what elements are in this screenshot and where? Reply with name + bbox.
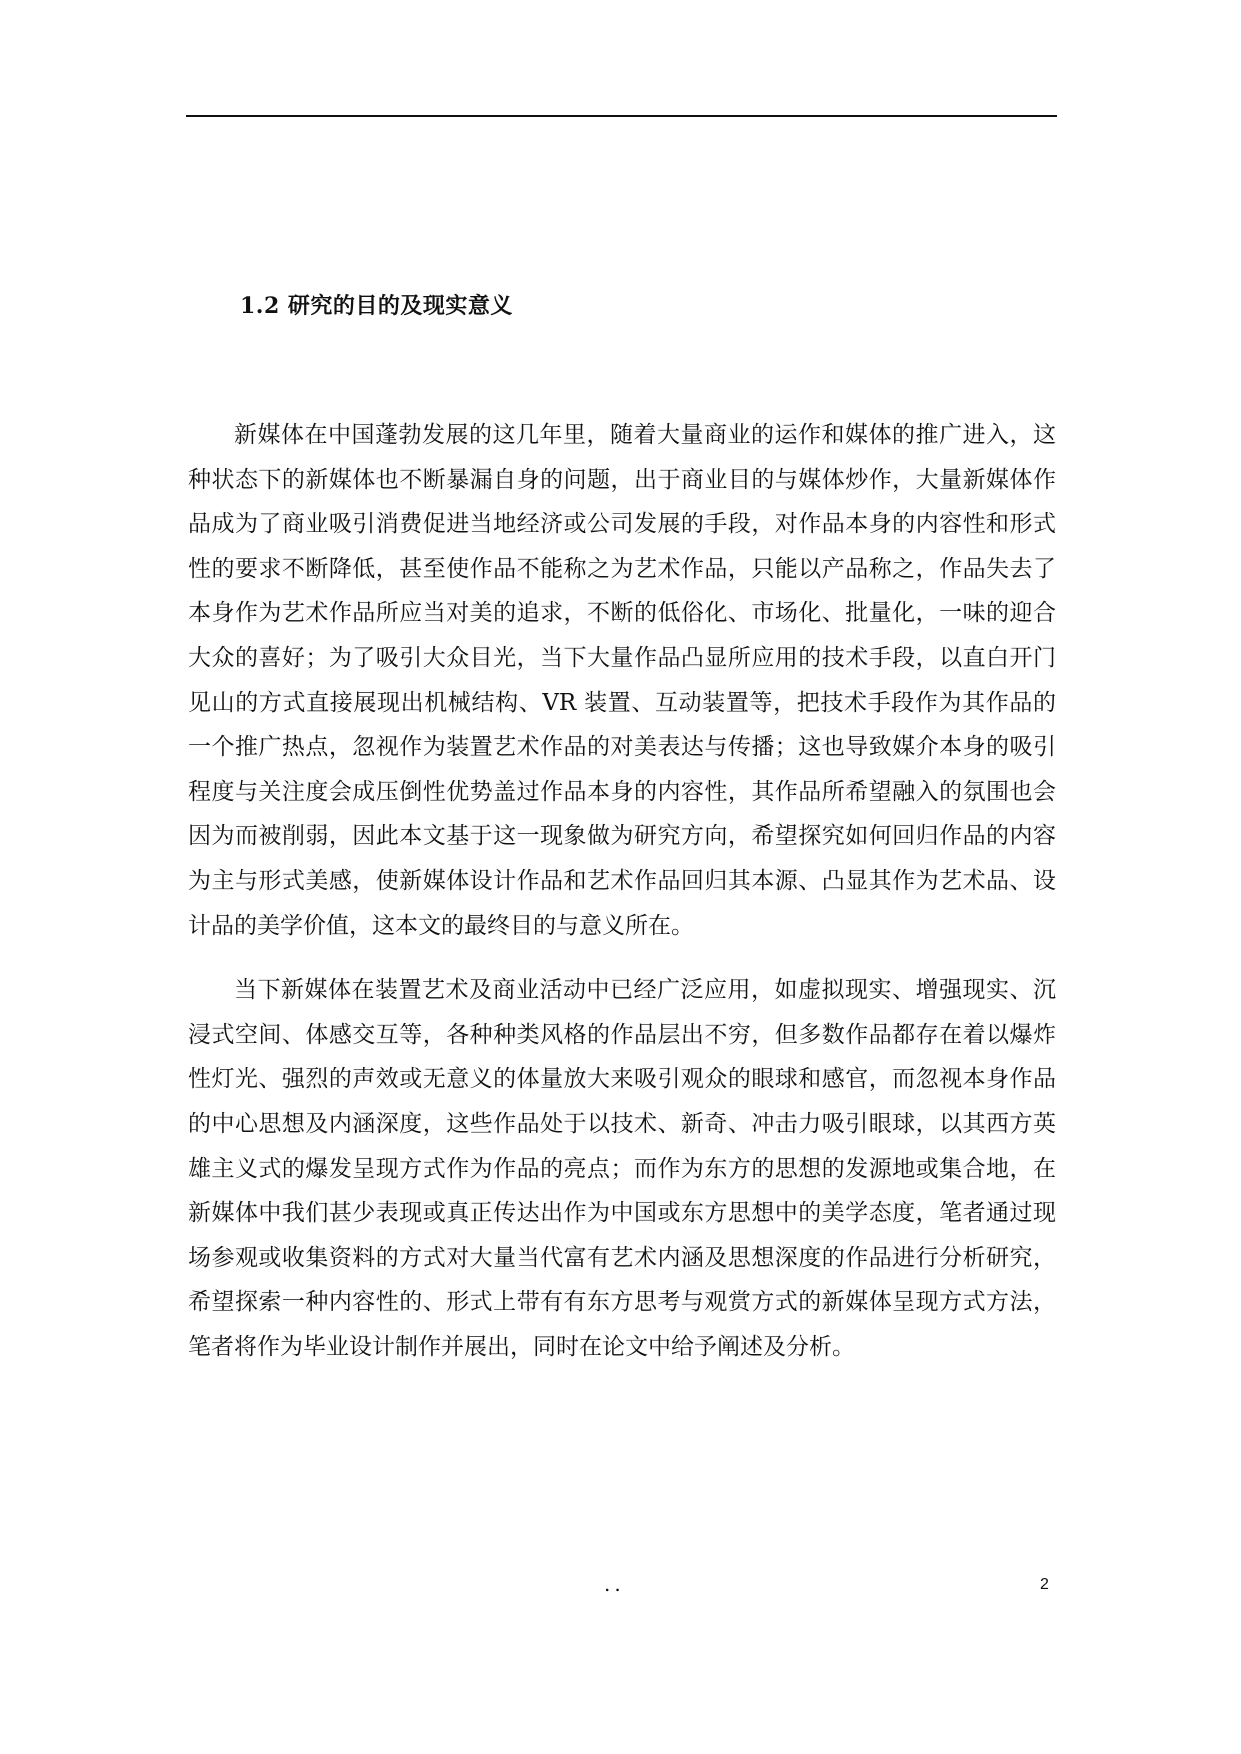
section-heading: 1.2 研究的目的及现实意义 (240, 293, 513, 319)
header-rule (186, 115, 1057, 117)
paragraph: 当下新媒体在装置艺术及商业活动中已经广泛应用，如虚拟现实、增强现实、沉浸式空间、体感交互等，各种种类风格的作品层出不穷，但多数作品都存在着以爆炸性灯光、强烈的声效或无意义的体量放大来吸引观众的眼球和感官，而忽视本身作品的中心思想及内涵深度，这些作品处于以技术、新奇、冲击力吸引眼球，以其西方英雄主义式的爆发呈现方式作为作品的亮点；而作为东方的思想的发源地或集合地，在新媒体中我们甚少表现或真正传达出作为中国或东方思想中的美学态度，笔者通过现场参观或收集资料的方式对大量当代富有艺术内涵及思想深度的作品进行分析研究，希望探索一种内容性的、形式上带有有东方思考与观赏方式的新媒体呈现方式方法，笔者将作为毕业设计制作并展出，同时在论文中给予阐述及分析。 (188, 977, 1056, 1360)
page-number: 2 (1040, 1576, 1049, 1593)
footer-dots: .. (604, 1572, 625, 1596)
paragraph: 新媒体在中国蓬勃发展的这几年里，随着大量商业的运作和媒体的推广进入，这种状态下的新媒体也不断暴漏自身的问题，出于商业目的与媒体炒作，大量新媒体作品成为了商业吸引消费促进当地经济或公司发展的手段，对作品本身的内容性和形式性的要求不断降低，甚至使作品不能称之为艺术作品，只能以产品称之，作品失去了本身作为艺术作品所应当对美的追求，不断的低俗化、市场化、批量化，一味的迎合大众的喜好；为了吸引大众目光，当下大量作品凸显所应用的技术手段，以直白开门见山的方式直接展现出机械结构、VR 装置、互动装置等，把技术手段作为其作品的一个推广热点，忽视作为装置艺术作品的对美表达与传播；这也导致媒介本身的吸引程度与关注度会成压倒性优势盖过作品本身的内容性，其作品所希望融入的氛围也会因为而被削弱，因此本文基于这一现象做为研究方向，希望探究如何回归作品的内容为主与形式美感，使新媒体设计作品和艺术作品回归其本源、凸显其作为艺术品、设计品的美学价值，这本文的最终目的与意义所在。 (188, 422, 1056, 939)
body-text (188, 413, 1056, 1369)
